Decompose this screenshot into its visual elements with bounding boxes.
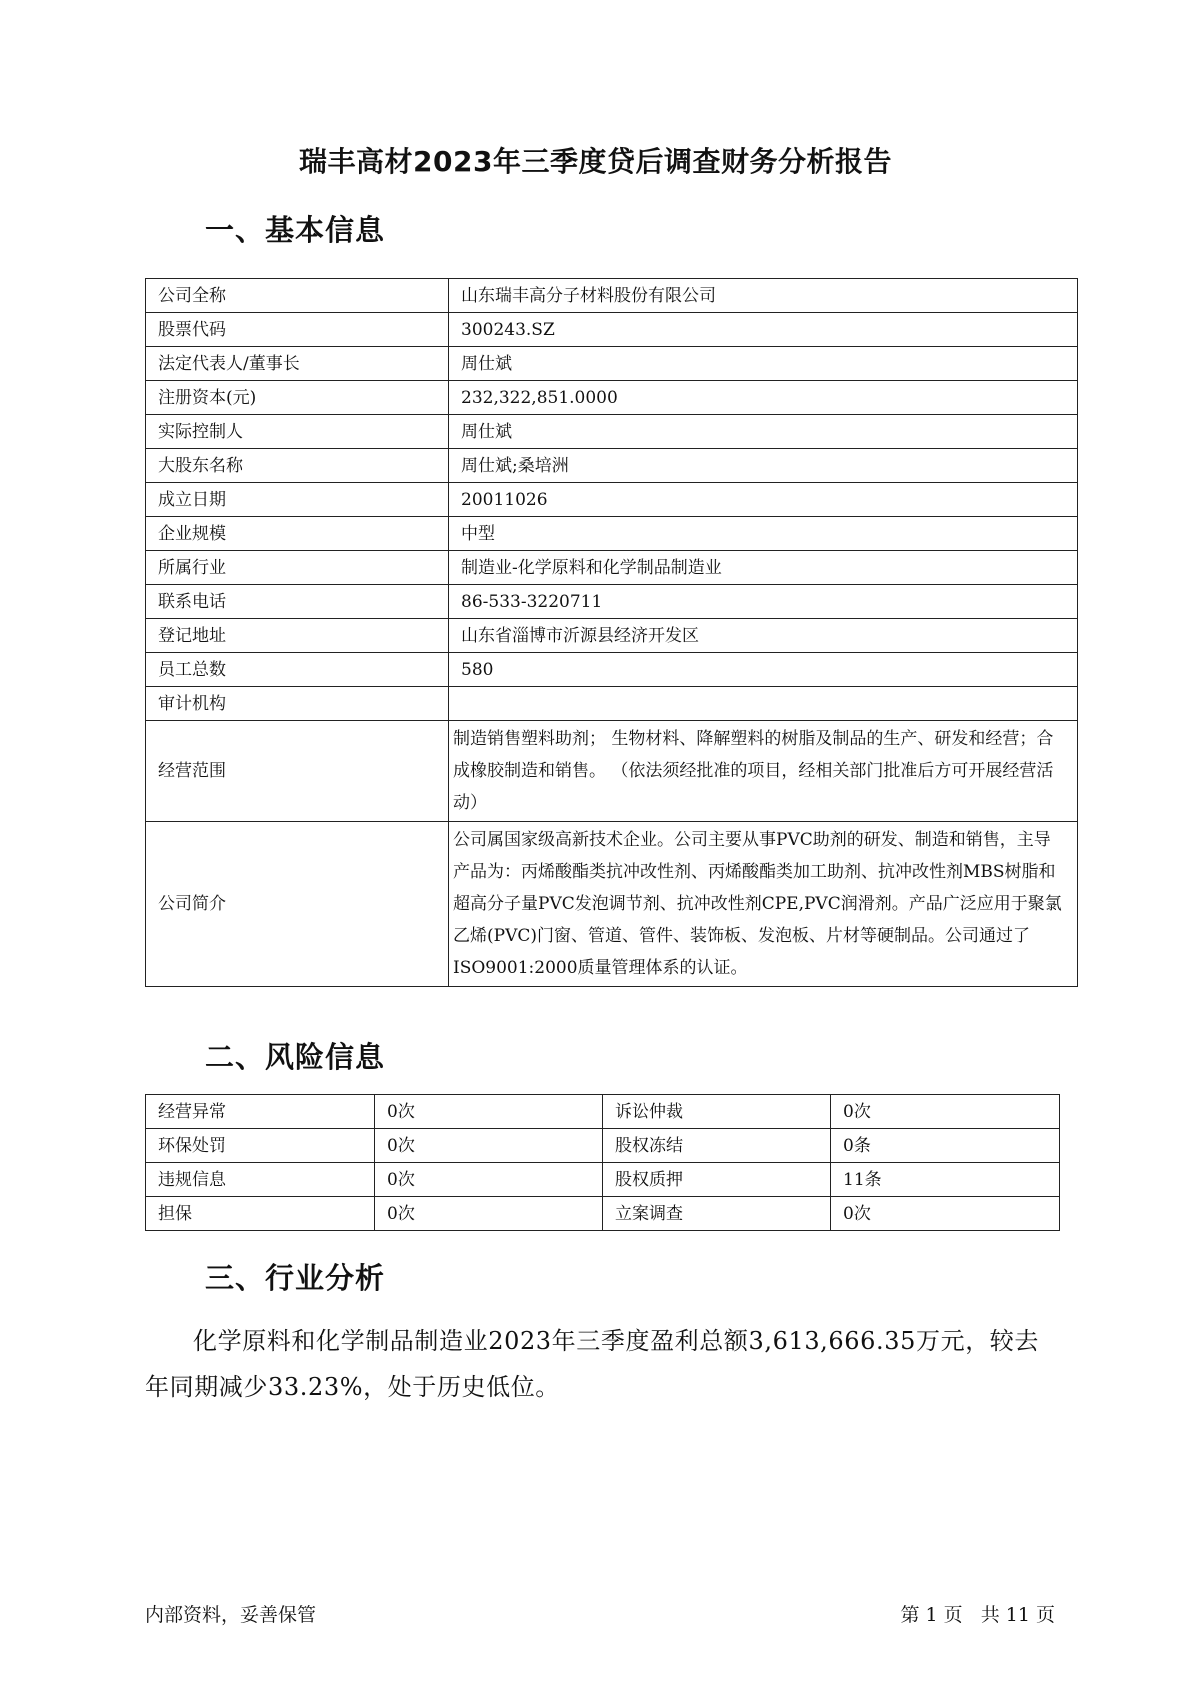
field-value: 232,322,851.0000 <box>449 381 1078 415</box>
table-row <box>146 1129 1060 1163</box>
table-row <box>146 483 1078 517</box>
company-profile-text: 公司属国家级高新技术企业。公司主要从事PVC助剂的研发、制造和销售，主导产品为：丙烯酸酯类抗冲改性剂、丙烯酸酯类加工助剂、抗冲改性剂MBS树脂和超高分子量PVC发泡调节剂、抗冲改性剂CPE,PVC润滑剂。产品广泛应用于聚氯乙烯(PVC)门窗、管道、管件、装饰板、发泡板、片材等硬制品。公司通过了ISO9001:2000质量管理体系的认证。 <box>449 822 1078 987</box>
footer-confidential-note: 内部资料，妥善保管 <box>145 1604 317 1626</box>
field-label: 公司全称 <box>146 279 449 313</box>
footer-page-number: 第 1 页 共 11 页 <box>900 1604 1055 1626</box>
risk-value: 0次 <box>375 1095 603 1129</box>
field-value: 周仕斌 <box>449 347 1078 381</box>
table-row <box>146 517 1078 551</box>
field-value <box>449 687 1078 721</box>
report-title: 瑞丰高材2023年三季度贷后调查财务分析报告 <box>299 145 892 178</box>
risk-label: 立案调查 <box>603 1197 831 1231</box>
field-label: 成立日期 <box>146 483 449 517</box>
field-value: 山东省淄博市沂源县经济开发区 <box>449 619 1078 653</box>
industry-analysis-paragraph: 化学原料和化学制品制造业2023年三季度盈利总额3,613,666.35万元，较去年同期减少33.23%，处于历史低位。 <box>145 1327 1039 1401</box>
table-row <box>146 653 1078 687</box>
table-row <box>146 415 1078 449</box>
section-title-risk-info: 二、风险信息 <box>205 1040 386 1074</box>
field-label: 企业规模 <box>146 517 449 551</box>
risk-value: 0次 <box>831 1095 1060 1129</box>
table-row <box>146 551 1078 585</box>
field-label: 联系电话 <box>146 585 449 619</box>
field-label: 审计机构 <box>146 687 449 721</box>
field-label: 大股东名称 <box>146 449 449 483</box>
table-row <box>146 1197 1060 1231</box>
risk-value: 0次 <box>375 1129 603 1163</box>
field-label: 注册资本(元) <box>146 381 449 415</box>
risk-label: 股权质押 <box>603 1163 831 1197</box>
field-value: 周仕斌 <box>449 415 1078 449</box>
field-label: 公司简介 <box>146 822 449 987</box>
table-row <box>146 1095 1060 1129</box>
risk-label: 经营异常 <box>146 1095 375 1129</box>
table-row <box>146 721 1078 822</box>
field-label: 股票代码 <box>146 313 449 347</box>
risk-label: 违规信息 <box>146 1163 375 1197</box>
basic-info-table <box>145 278 1078 987</box>
table-row <box>146 347 1078 381</box>
risk-value: 0次 <box>375 1197 603 1231</box>
table-row <box>146 687 1078 721</box>
field-label: 所属行业 <box>146 551 449 585</box>
field-value: 86-533-3220711 <box>449 585 1078 619</box>
table-row <box>146 619 1078 653</box>
table-row <box>146 449 1078 483</box>
field-label: 登记地址 <box>146 619 449 653</box>
table-row <box>146 822 1078 987</box>
field-value: 300243.SZ <box>449 313 1078 347</box>
risk-value: 0次 <box>831 1197 1060 1231</box>
table-row <box>146 585 1078 619</box>
risk-value: 0条 <box>831 1129 1060 1163</box>
section-title-basic-info: 一、基本信息 <box>205 213 386 247</box>
table-row <box>146 1163 1060 1197</box>
risk-label: 环保处罚 <box>146 1129 375 1163</box>
field-value: 20011026 <box>449 483 1078 517</box>
field-value: 580 <box>449 653 1078 687</box>
risk-label: 诉讼仲裁 <box>603 1095 831 1129</box>
risk-value: 0次 <box>375 1163 603 1197</box>
field-value: 周仕斌;桑培洲 <box>449 449 1078 483</box>
risk-info-table <box>145 1094 1060 1231</box>
risk-label: 担保 <box>146 1197 375 1231</box>
field-label: 实际控制人 <box>146 415 449 449</box>
field-label: 法定代表人/董事长 <box>146 347 449 381</box>
field-label: 员工总数 <box>146 653 449 687</box>
risk-value: 11条 <box>831 1163 1060 1197</box>
field-value: 中型 <box>449 517 1078 551</box>
table-row <box>146 313 1078 347</box>
field-value: 山东瑞丰高分子材料股份有限公司 <box>449 279 1078 313</box>
field-label: 经营范围 <box>146 721 449 822</box>
risk-label: 股权冻结 <box>603 1129 831 1163</box>
section-title-industry-analysis: 三、行业分析 <box>205 1261 386 1295</box>
table-row <box>146 381 1078 415</box>
field-value: 制造业-化学原料和化学制品制造业 <box>449 551 1078 585</box>
table-row <box>146 279 1078 313</box>
business-scope-text: 制造销售塑料助剂； 生物材料、降解塑料的树脂及制品的生产、研发和经营；合成橡胶制造和销售。 （依法须经批准的项目，经相关部门批准后方可开展经营活动） <box>449 721 1078 822</box>
